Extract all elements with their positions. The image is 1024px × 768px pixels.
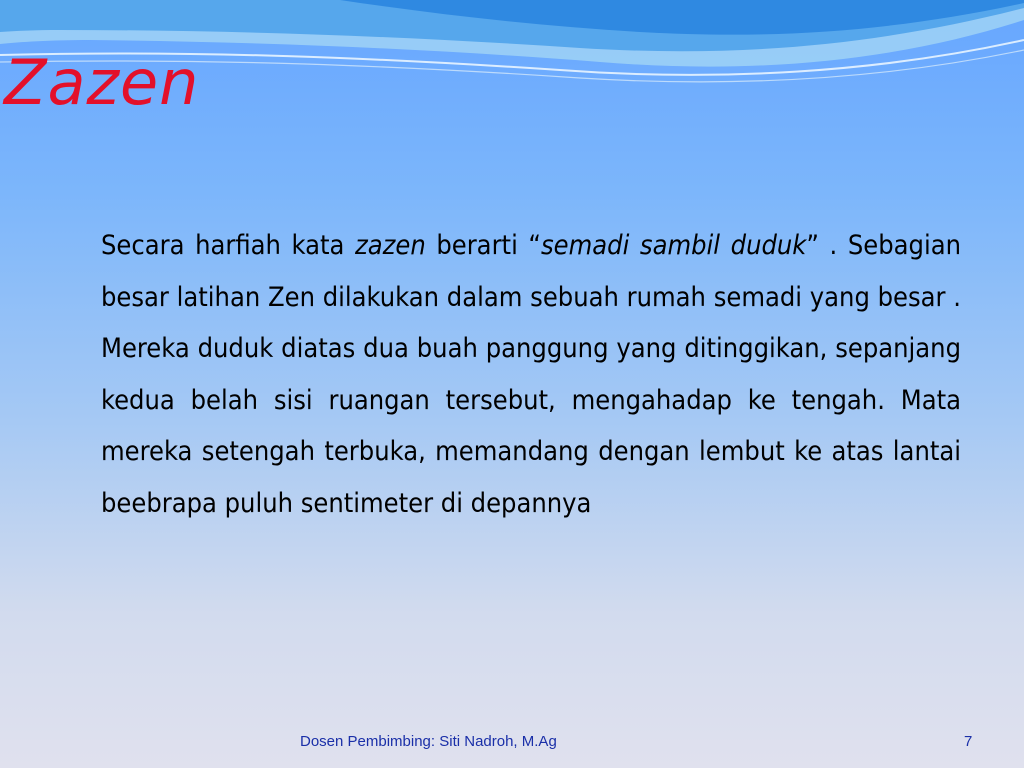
body-text-part-2: berarti “: [425, 230, 541, 261]
body-emphasis-meaning: semadi sambil duduk: [541, 230, 807, 261]
body-paragraph: [101, 220, 961, 529]
body-text-part-1: Secara harfiah kata: [101, 230, 355, 261]
footer-lecturer: Dosen Pembimbing: Siti Nadroh, M.Ag: [300, 733, 557, 750]
slide-number: 7: [964, 733, 973, 750]
body-text-part-3: ” . Sebagian besar latihan Zen dilakukan dalam sebuah rumah semadi yang besar . Mereka duduk diatas dua buah panggung yang ditinggikan, sepanjang kedua belah sisi ruangan tersebut, mengahadap ke tengah. Mata mereka setengah terbuka, memandang dengan lembut ke atas lantai beebrapa puluh sentimeter di depannya: [101, 230, 961, 519]
body-emphasis-zazen: zazen: [355, 230, 426, 261]
slide-title: Zazen: [4, 46, 200, 119]
